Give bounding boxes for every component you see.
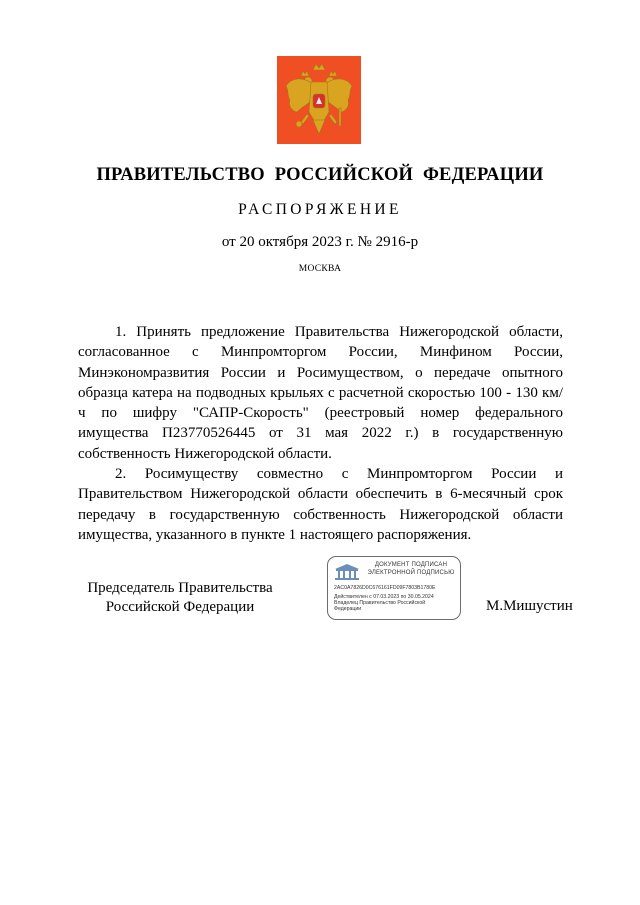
stamp-validity: Действителен с 07.03.2023 по 30.05.2024: [334, 594, 434, 600]
paragraph-1: 1. Принять предложение Правительства Нижегородской области, согласованное с Минпромторгом России, Минфином России, Минэкономразвития России и Росимуществом, о передаче опытного образца катера на подводных крыльях с расчетной скоростью 100 - 130 км/ч по шифру "САПР-Скорость" (реестровый номер федерального имущества П23770526445 от 31 мая 2022 г.) в государственную собственность Нижегородской области.: [78, 324, 563, 462]
stamp-owner: Владелец Правительство Российской Федерации: [334, 600, 426, 612]
document-title: ПРАВИТЕЛЬСТВО РОССИЙСКОЙ ФЕДЕРАЦИИ: [96, 165, 544, 185]
document-date-number: от 20 октября 2023 г. № 2916-р: [221, 234, 419, 250]
building-icon: [334, 563, 360, 580]
signatory-name: М.Мишустин: [486, 598, 573, 614]
stamp-title: [364, 562, 458, 577]
signatory-position-line1: Председатель Правительства: [87, 580, 273, 596]
coat-of-arms-icon: [277, 56, 361, 144]
stamp-certificate: 2AC0A7826D0C676161FD09F7803B1780E: [334, 585, 436, 591]
signatory-position: [80, 579, 280, 617]
electronic-signature-stamp: [327, 556, 461, 620]
document-type: РАСПОРЯЖЕНИЕ: [238, 201, 402, 218]
stamp-title-line2: ЭЛЕКТРОННОЙ ПОДПИСЬЮ: [367, 569, 455, 576]
paragraph-2: 2. Росимуществу совместно с Минпромторгом России и Правительством Нижегородской области обеспечить в 6-месячный срок передачу в государственную собственность Нижегородской области имущества, указанного в пункте 1 настоящего распоряжения.: [78, 466, 563, 543]
signatory-position-line2: Российской Федерации: [105, 599, 255, 615]
document-body: [78, 322, 563, 545]
document-city: МОСКВА: [298, 264, 342, 274]
stamp-title-line1: ДОКУМЕНТ ПОДПИСАН: [374, 562, 448, 568]
